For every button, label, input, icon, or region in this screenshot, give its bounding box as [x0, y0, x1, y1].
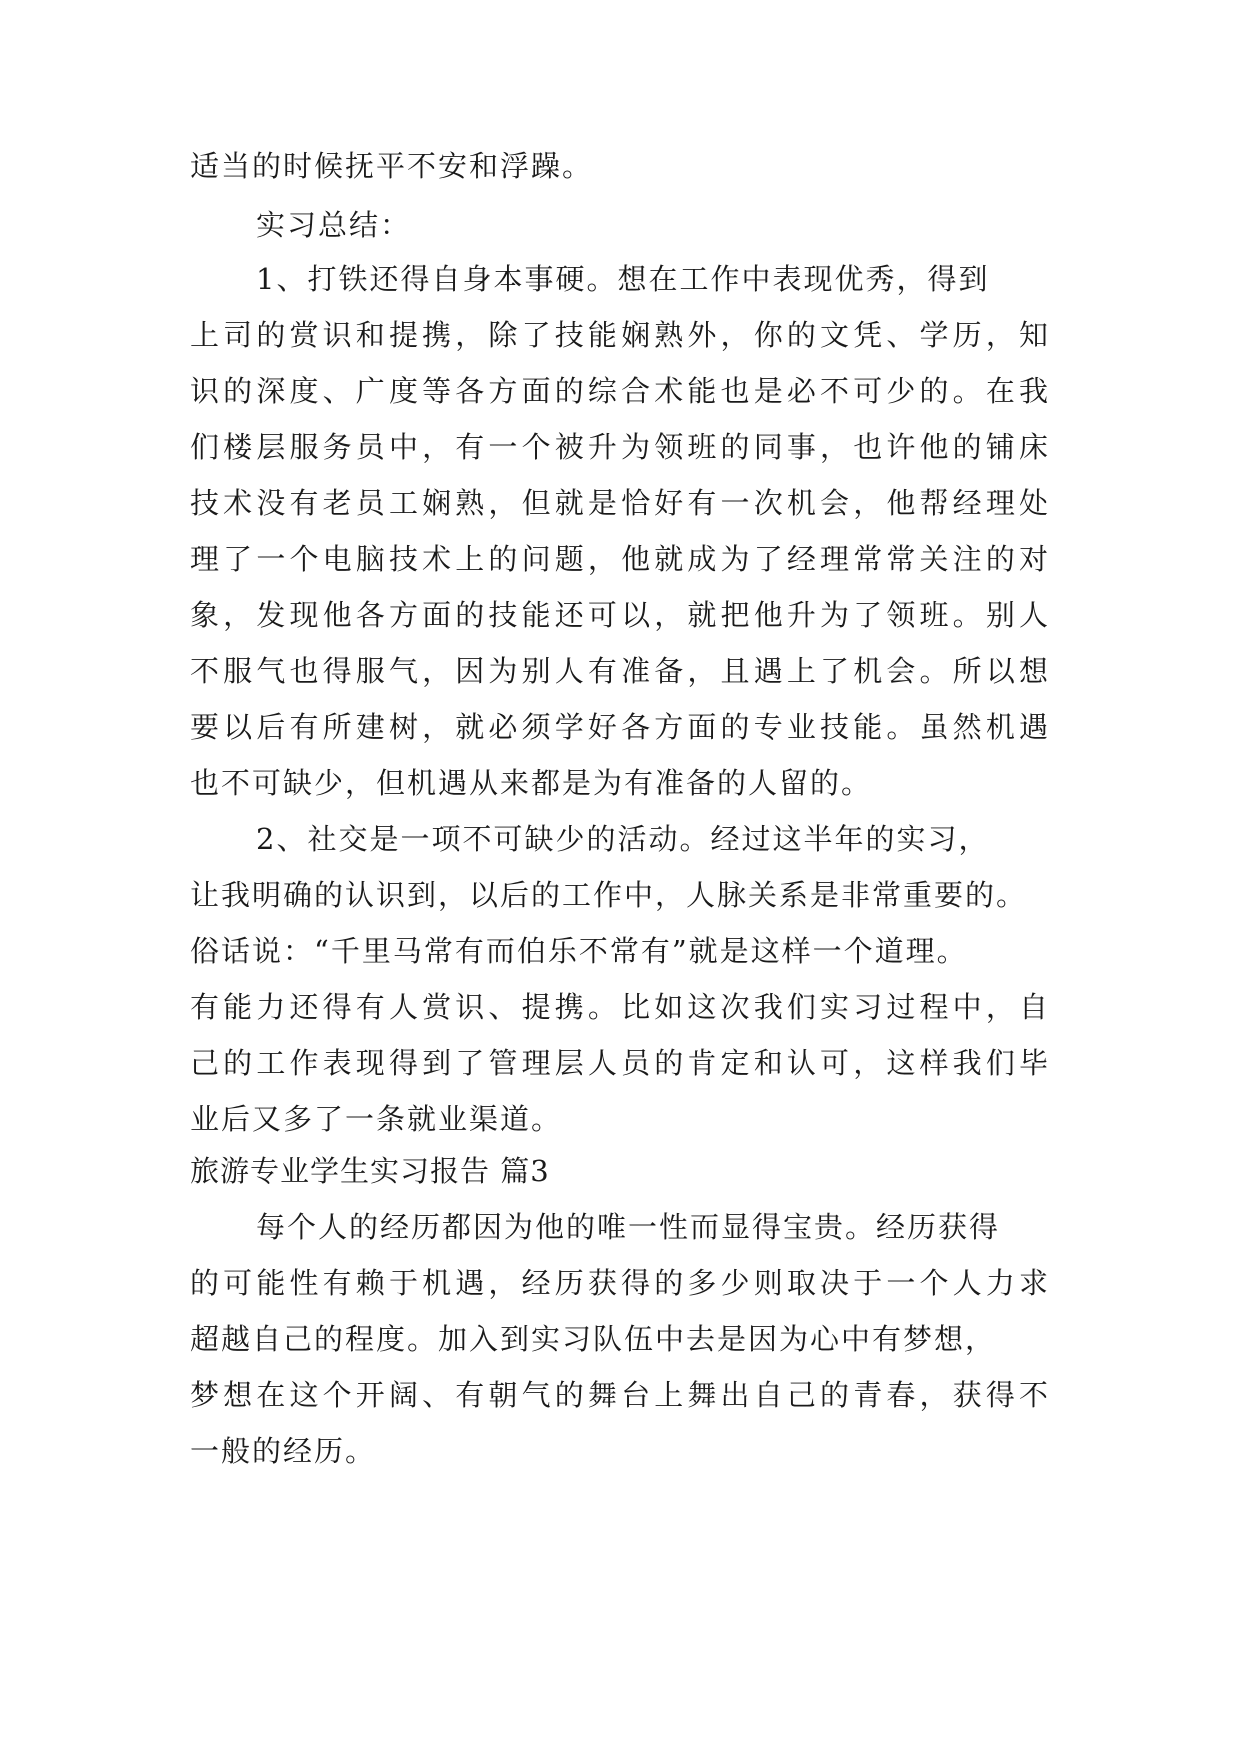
text-line: 业后又多了一条就业渠道。 [190, 1102, 563, 1136]
text-line: 俗话说：“千里马常有而伯乐不常有”就是这样一个道理。 [190, 934, 968, 968]
text-line: 1、打铁还得自身本事硬。想在工作中表现优秀，得到 [256, 262, 990, 296]
text-line: 不服气也得服气，因为别人有准备，且遇上了机会。所以想 [190, 654, 1050, 688]
text-line: 识的深度、广度等各方面的综合术能也是必不可少的。在我 [190, 374, 1050, 408]
text-line: 己的工作表现得到了管理层人员的肯定和认可，这样我们毕 [190, 1046, 1050, 1080]
text-line: 象，发现他各方面的技能还可以，就把他升为了领班。别人 [190, 598, 1050, 632]
text-line: 有能力还得有人赏识、提携。比如这次我们实习过程中，自 [190, 990, 1050, 1024]
text-line: 超越自己的程度。加入到实习队伍中去是因为心中有梦想， [190, 1322, 997, 1356]
text-line: 适当的时候抚平不安和浮躁。 [190, 149, 594, 183]
text-line: 要以后有所建树，就必须学好各方面的专业技能。虽然机遇 [190, 710, 1050, 744]
text-line: 理了一个电脑技术上的问题，他就成为了经理常常关注的对 [190, 542, 1050, 576]
text-line: 梦想在这个开阔、有朝气的舞台上舞出自己的青春，获得不 [190, 1378, 1050, 1412]
text-line: 2、社交是一项不可缺少的活动。经过这半年的实习， [256, 822, 990, 856]
article-title: 旅游专业学生实习报告 篇3 [190, 1154, 550, 1188]
text-line: 技术没有老员工娴熟，但就是恰好有一次机会，他帮经理处 [190, 486, 1050, 520]
text-line: 让我明确的认识到，以后的工作中，人脉关系是非常重要的。 [190, 878, 1028, 912]
text-line: 的可能性有赖于机遇，经历获得的多少则取决于一个人力求 [190, 1266, 1050, 1300]
text-line: 们楼层服务员中，有一个被升为领班的同事，也许他的铺床 [190, 430, 1050, 464]
text-line: 一般的经历。 [190, 1434, 377, 1468]
text-line: 每个人的经历都因为他的唯一性而显得宝贵。经历获得 [256, 1210, 1001, 1244]
text-line: 上司的赏识和提携，除了技能娴熟外，你的文凭、学历，知 [190, 318, 1050, 352]
section-heading: 实习总结： [256, 208, 412, 242]
text-line: 也不可缺少，但机遇从来都是为有准备的人留的。 [190, 766, 873, 800]
